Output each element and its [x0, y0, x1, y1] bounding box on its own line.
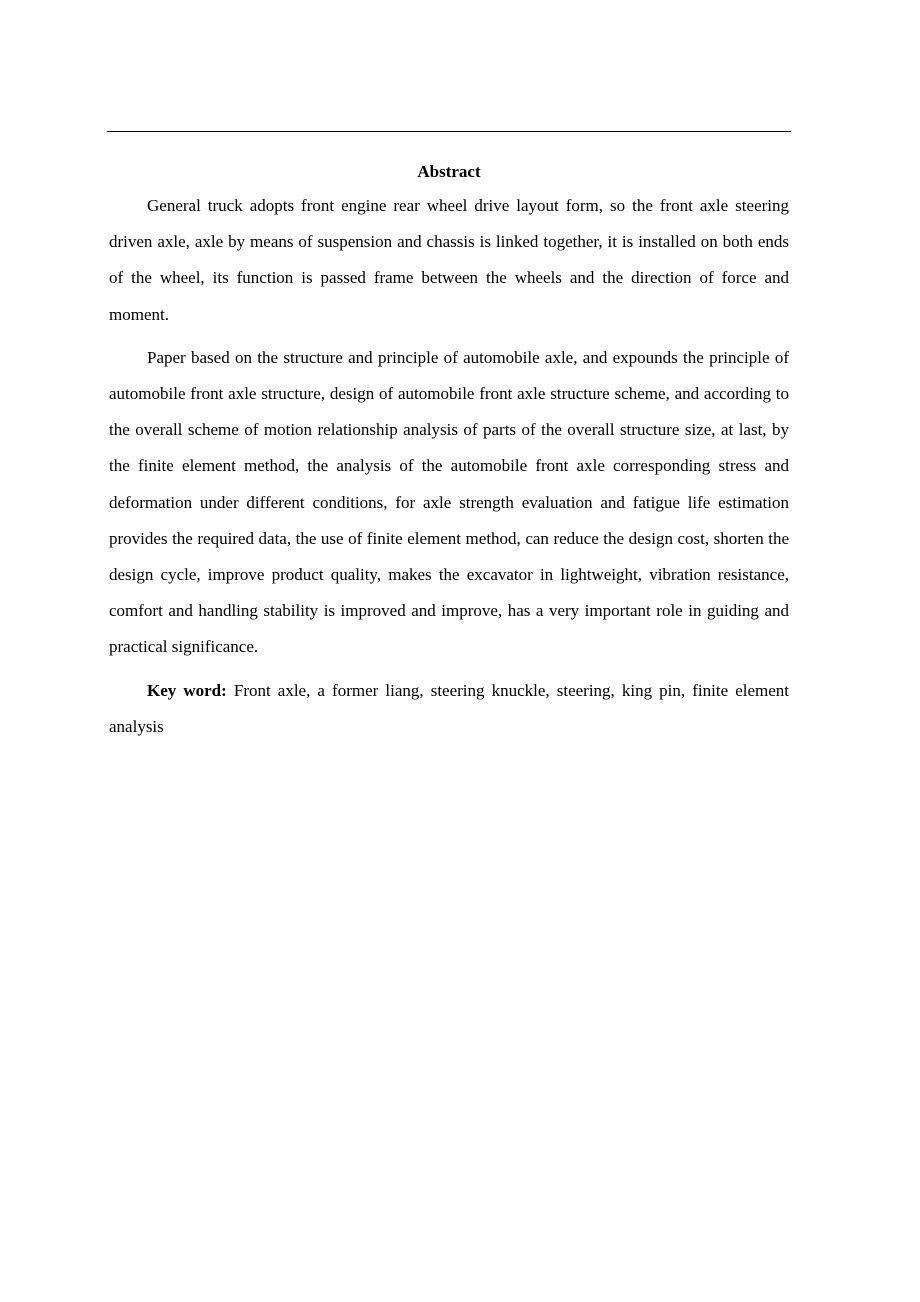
- keywords-label: Key word:: [147, 680, 227, 700]
- header-rule: [107, 131, 791, 132]
- keywords-text: Front axle, a former liang, steering knuckle, steering, king pin, finite element analysis: [109, 680, 789, 736]
- abstract-section: [109, 158, 789, 752]
- abstract-paragraph-2: Paper based on the structure and principle of automobile axle, and expounds the principle of automobile front axle structure, design of automobile front axle structure scheme, and according to the overall scheme of motion relationship analysis of parts of the overall structure size, at last, by the finite element method, the analysis of the automobile front axle corresponding stress and deformation under different conditions, for axle strength evaluation and fatigue life estimation provides the required data, the use of finite element method, can reduce the design cost, shorten the design cycle, improve product quality, makes the excavator in lightweight, vibration resistance, comfort and handling stability is improved and improve, has a very important role in guiding and practical significance.: [109, 347, 789, 657]
- keywords-paragraph: [109, 673, 789, 745]
- abstract-paragraph-1: General truck adopts front engine rear wheel drive layout form, so the front axle steering driven axle, axle by means of suspension and chassis is linked together, it is installed on both ends of the wheel, its function is passed frame between the wheels and the direction of force and moment.: [109, 196, 789, 324]
- abstract-title: Abstract: [417, 162, 481, 181]
